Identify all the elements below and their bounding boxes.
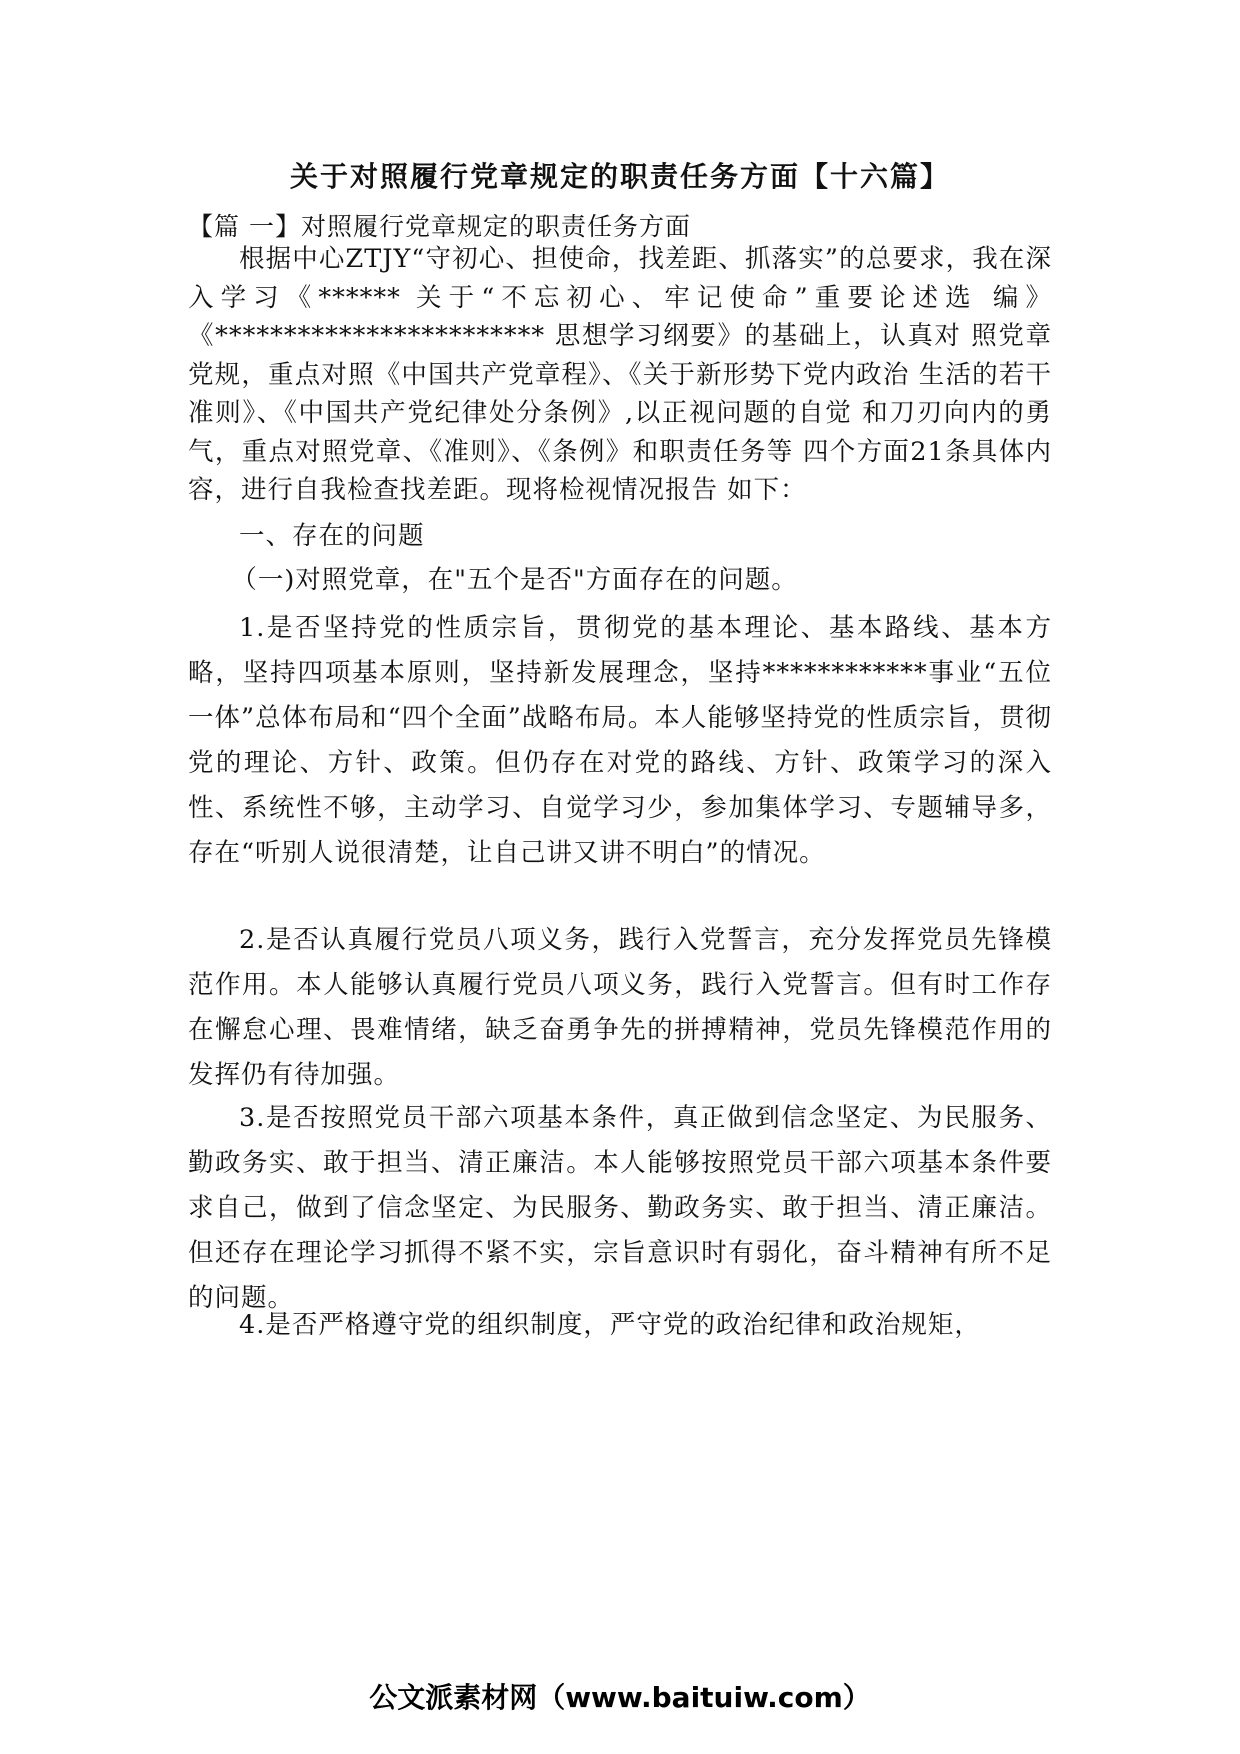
item-3-paragraph: 3.是否按照党员干部六项基本条件，真正做到信念坚定、为民服务、勤政务实、敢于担当、清正廉洁。本人能够按照党员干部六项基本条件要求自己，做到了信念坚定、为民服务、勤政务实、敢于担当、清正廉洁。但还存在理论学习抓得不紧不实，宗旨意识时有弱化，奋斗精神有所不足的问题。 — [188, 1103, 1052, 1313]
intro-paragraph: 根据中心ZTJY“守初心、担使命，找差距、抓落实”的总要求，我在深入学习《****** 关于“不忘初心、牢记使命”重要论述选 编》《************************ 思想学习纲要》的基础上，认真对 照党章党规，重点对照《中国共产党章程》、《关于新形势下党内政治 生活的若干准则》、《中国共产党纪律处分条例》,以正视问题的自觉 和刀刃向内的勇气，重点对照党章、《准则》、《条例》和职责任务等 四个方面21条具体内容，进行自我检查找差距。现将检视情况报告 如下： — [188, 244, 1052, 505]
document-title: 关于对照履行党章规定的职责任务方面【十六篇】 — [289, 160, 950, 193]
heading-existing-problems: 一、存在的问题 — [239, 521, 425, 551]
item-2-paragraph: 2.是否认真履行党员八项义务，践行入党誓言，充分发挥党员先锋模范作用。本人能够认真履行党员八项义务，践行入党誓言。但有时工作存在懈怠心理、畏难情绪，缺乏奋勇争先的拼搏精神，党员先锋模范作用的发挥仍有待加强。 — [188, 925, 1052, 1090]
heading-five-questions: （一)对照党章，在"五个是否"方面存在的问题。 — [231, 565, 798, 595]
item-4-paragraph: 4.是否严格遵守党的组织制度，严守党的政治纪律和政治规矩， — [239, 1310, 981, 1340]
section-heading: 【篇 一】对照履行党章规定的职责任务方面 — [188, 212, 691, 241]
footer-watermark: 公文派素材网（www.baituiw.com） — [369, 1681, 871, 1714]
item-1-paragraph: 1.是否坚持党的性质宗旨，贯彻党的基本理论、基本路线、基本方略，坚持四项基本原则，坚持新发展理念，坚持************事业“五位一体”总体布局和“四个全面”战略布局。本人能够坚持党的性质宗旨，贯彻党的理论、方针、政策。但仍存在对党的路线、方针、政策学习的深入性、系统性不够，主动学习、自觉学习少，参加集体学习、专题辅导多，存在“听别人说很清楚，让自己讲又讲不明白”的情况。 — [188, 613, 1052, 868]
